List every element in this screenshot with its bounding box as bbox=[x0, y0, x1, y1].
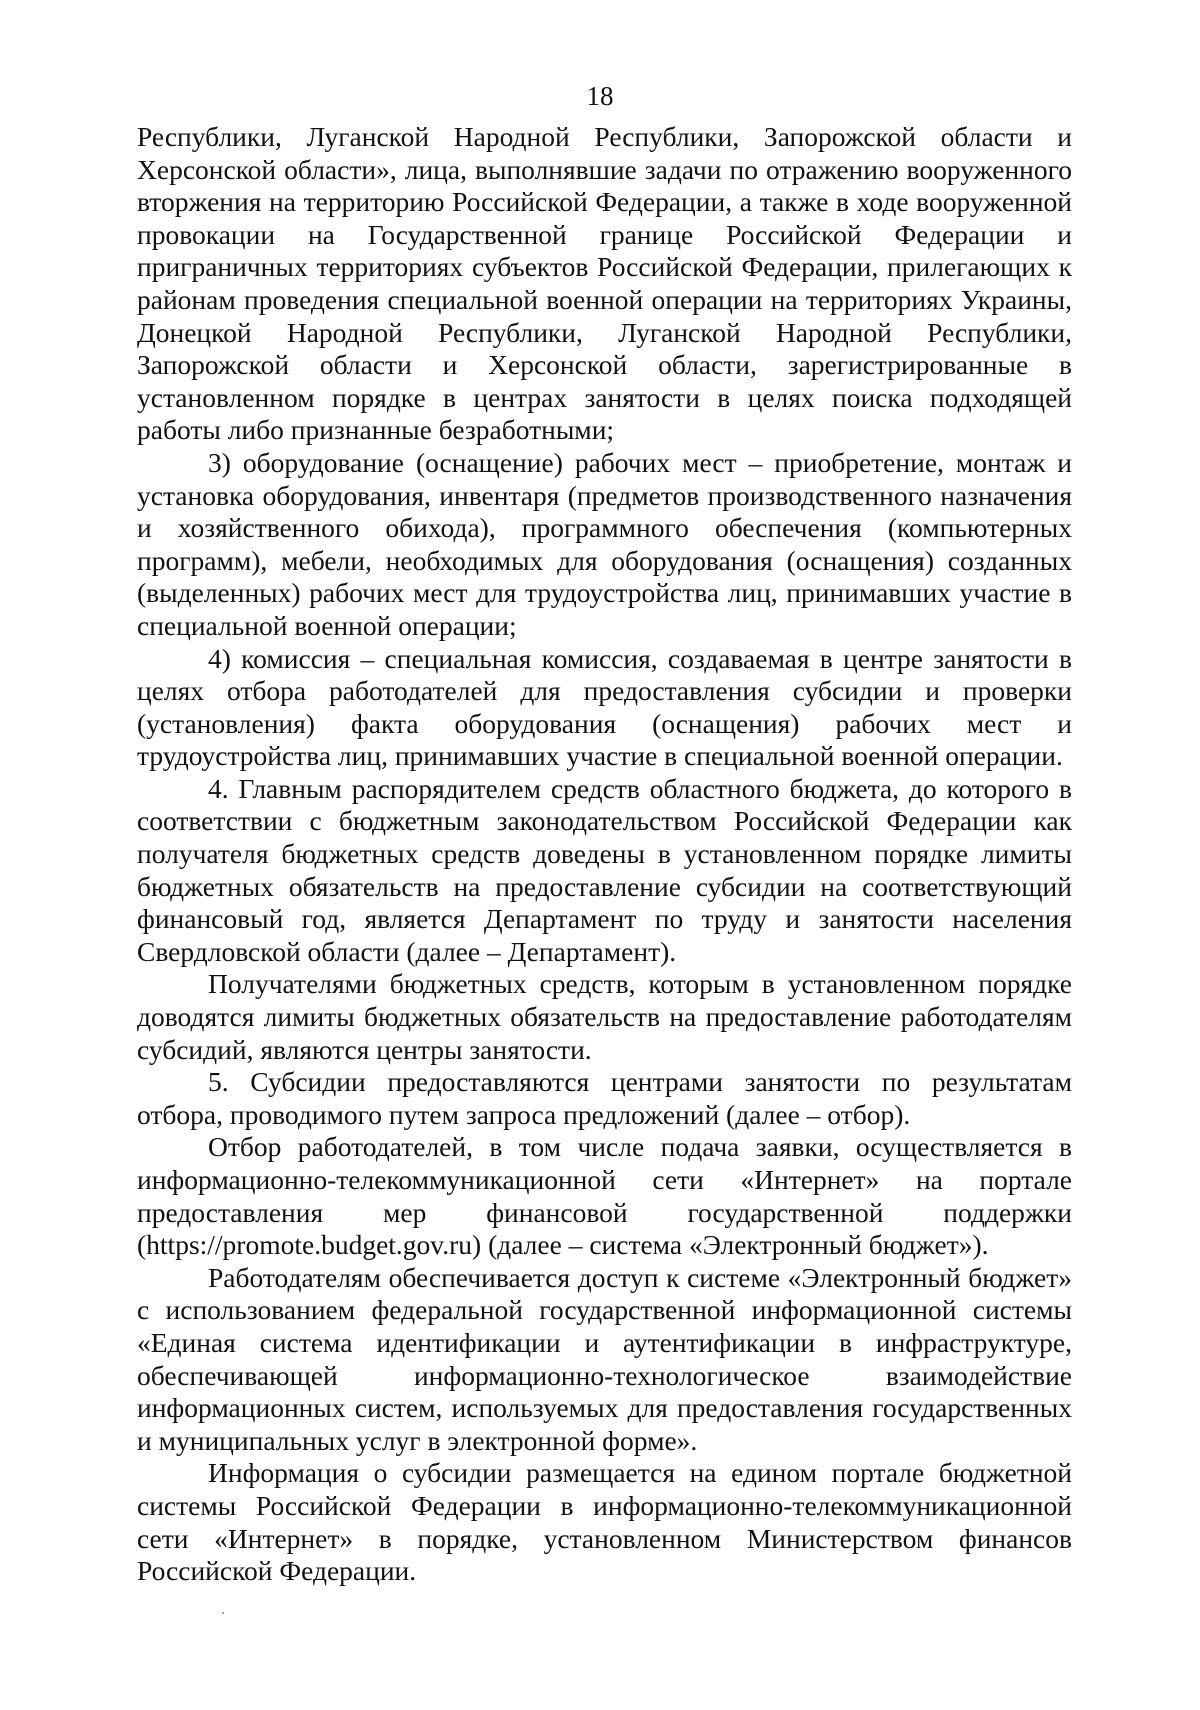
paragraph-budget-recipients: Получателями бюджетных средств, которым в установленном порядке доводятся лимиты бюджетных обязательств на предоставление работодателям субсидий, являются центры занятости. bbox=[137, 968, 1072, 1065]
paragraph-employer-selection: Отбор работодателей, в том числе подача заявки, осуществляется в информационно-телекоммуникационной сети «Интернет» на портале предоставления мер финансовой государственной поддержки (https://promote.budget.gov.ru) (далее – система «Электронный бюджет»). bbox=[137, 1131, 1072, 1261]
page-number: 18 bbox=[586, 81, 614, 111]
paragraph-continuation: Республики, Луганской Народной Республики, Запорожской области и Херсонской области», лица, выполнявшие задачи по отражению вооруженного вторжения на территорию Российской Федерации, а также в ходе вооруженной провокации на Государственной границе Российской Федерации и приграничных территориях субъектов Российской Федерации, прилегающих к районам проведения специальной военной операции на территориях Украины, Донецкой Народной Республики, Луганской Народной Республики, Запорожской области и Херсонской области, зарегистрированные в установленном порядке в центрах занятости в целях поиска подходящей работы либо признанные безработными; bbox=[137, 121, 1072, 446]
paragraph-section-4-chief-administrator: 4. Главным распорядителем средств областного бюджета, до которого в соответствии с бюджетным законодательством Российской Федерации как получателя бюджетных средств доведены в установленном порядке лимиты бюджетных обязательств на предоставление субсидии на соответствующий финансовый год, является Департамент по труду и занятости населения Свердловской области (далее – Департамент). bbox=[137, 772, 1072, 967]
paragraph-system-access: Работодателям обеспечивается доступ к системе «Электронный бюджет» с использованием федеральной государственной информационной системы «Единая система идентификации и аутентификации в инфраструктуре, обеспечивающей информационно-технологическое взаимодействие информационных систем, используемых для предоставления государственных и муниципальных услуг в электронной форме». bbox=[137, 1261, 1072, 1456]
paragraph-subsidy-information: Информация о субсидии размещается на едином портале бюджетной системы Российской Федерации в информационно-телекоммуникационной сети «Интернет» в порядке, установленном Министерством финансов Российской Федерации. bbox=[137, 1457, 1072, 1587]
scan-speck bbox=[222, 1612, 224, 1614]
paragraph-item-3-equipment: 3) оборудование (оснащение) рабочих мест – приобретение, монтаж и установка оборудования, инвентаря (предметов производственного назначения и хозяйственного обихода), программного обеспечения (компьютерных программ), мебели, необходимых для оборудования (оснащения) созданных (выделенных) рабочих мест для трудоустройства лиц, принимавших участие в специальной военной операции; bbox=[137, 446, 1072, 641]
document-body bbox=[137, 121, 1072, 1588]
paragraph-item-4-commission: 4) комиссия – специальная комиссия, создаваемая в центре занятости в целях отбора работодателей для предоставления субсидии и проверки (установления) факта оборудования (оснащения) рабочих мест и трудоустройства лиц, принимавших участие в специальной военной операции. bbox=[137, 642, 1072, 772]
paragraph-section-5-subsidies: 5. Субсидии предоставляются центрами занятости по результатам отбора, проводимого путем запроса предложений (далее – отбор). bbox=[137, 1066, 1072, 1130]
